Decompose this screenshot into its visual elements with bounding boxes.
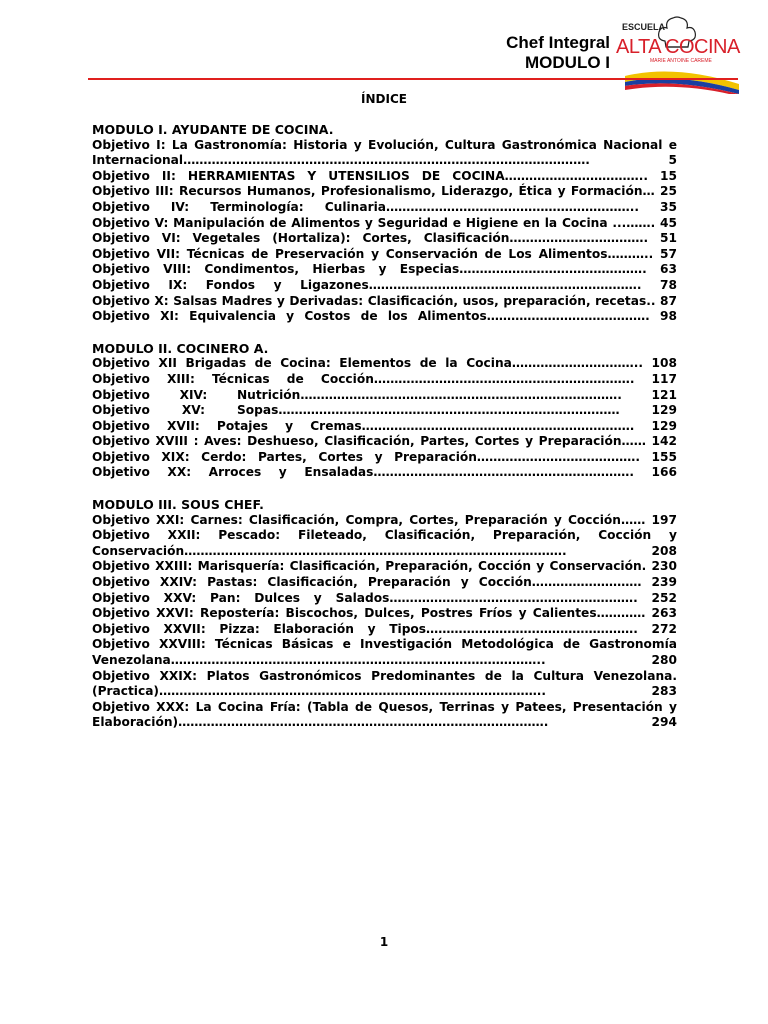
toc-section-module-3 — [92, 497, 677, 731]
toc-entry: Objetivo XIII: Técnicas de Cocción………………………………………………………. 117 — [92, 371, 677, 386]
toc-entry: Objetivo XVIII : Aves: Deshueso, Clasificación, Partes, Cortes y Preparación…… 142 — [92, 434, 677, 449]
toc-entry: Objetivo XXI: Carnes: Clasificación, Compra, Cortes, Preparación y Cocción…… 197 — [92, 512, 677, 527]
toc-entry: Objetivo XXVI: Repostería: Biscochos, Dulces, Postres Fríos y Calientes………… 263 — [92, 606, 677, 621]
toc-entry: (Practica)………………………………………………………………………………….. 283 — [92, 684, 677, 699]
toc-entry: Objetivo XII Brigadas de Cocina: Elementos de la Cocina………………………….. 108 — [92, 356, 677, 371]
toc-entry: Objetivo XXIII: Marisquería: Clasificación, Preparación, Cocción y Conservación. 230 — [92, 559, 677, 574]
toc-entry: Internacional………………………………………………………………………………………. 5 — [92, 153, 677, 168]
toc-entry: Objetivo XVII: Potajes y Cremas…………………………………………………………. 129 — [92, 418, 677, 433]
toc-entry: Objetivo XXV: Pan: Dulces y Salados……………………………………………………. 252 — [92, 590, 677, 605]
toc-entry: Objetivo XXIV: Pastas: Clasificación, Preparación y Cocción……………………… 239 — [92, 575, 677, 590]
section-title: MODULO III. SOUS CHEF. — [92, 497, 264, 513]
toc-entry: Objetivo III: Recursos Humanos, Profesionalismo, Liderazgo, Ética y Formación… 25 — [92, 184, 677, 199]
logo-text-sub: MARIE ANTOINE CAREME — [650, 58, 712, 64]
toc-entry: Objetivo V: Manipulación de Alimentos y Seguridad e Higiene en la Cocina ...……. 45 — [92, 215, 677, 230]
toc-entry: Venezolana……………………………………………………………………………….. 280 — [92, 653, 677, 667]
toc-entry: Objetivo XX: Arroces y Ensaladas………………………………………………………. 166 — [92, 465, 677, 480]
toc-entry: Objetivo XV: Sopas………………………………………………………………………… 129 — [92, 403, 677, 418]
toc-entry: Objetivo XXVIII: Técnicas Básicas e Investigación Metodológica de Gastronomía — [92, 637, 677, 652]
toc-entry: Objetivo I: La Gastronomía: Historia y Evolución, Cultura Gastronómica Nacional e — [92, 137, 677, 152]
toc-entry: Objetivo XXVII: Pizza: Elaboración y Tipos……………………………………………. 272 — [92, 621, 677, 636]
header-rule — [88, 78, 738, 80]
toc-section-module-1 — [92, 122, 677, 325]
toc-entry: Objetivo VI: Vegetales (Hortaliza): Cortes, Clasificación……………………………. 51 — [92, 231, 677, 246]
toc-entry: Elaboración)………………………………………………………………………………. 294 — [92, 715, 677, 730]
toc-entry: Objetivo IV: Terminología: Culinaria…………………………………………………….. 35 — [92, 199, 677, 214]
module-label: MODULO I — [525, 53, 610, 72]
table-of-contents — [92, 122, 677, 747]
logo-text-top: ESCUELA — [622, 22, 666, 32]
toc-entry: Objetivo XXII: Pescado: Fileteado, Clasificación, Preparación, Cocción y — [92, 528, 677, 543]
toc-entry: Objetivo VII: Técnicas de Preservación y Conservación de Los Alimentos……….. 57 — [92, 246, 677, 261]
toc-entry: Objetivo IX: Fondos y Ligazones…………………………………………………………. 78 — [92, 277, 677, 292]
toc-entry: Objetivo II: HERRAMIENTAS Y UTENSILIOS DE COCINA…………………………….. 15 — [92, 168, 677, 183]
page-number: 1 — [379, 935, 389, 949]
section-title: MODULO I. AYUDANTE DE COCINA. — [92, 122, 334, 137]
toc-entry: Objetivo VIII: Condimentos, Hierbas y Especias………………………………………. 63 — [92, 262, 677, 277]
toc-entry: Objetivo X: Salsas Madres y Derivadas: Clasificación, usos, preparación, recetas.. 87 — [92, 293, 677, 308]
toc-entry: Conservación…………………………………………………………………………………. 208 — [92, 543, 677, 558]
toc-section-module-2 — [92, 341, 677, 481]
document-title: Chef Integral — [506, 33, 610, 52]
index-title: ÍNDICE — [361, 92, 407, 106]
toc-entry: Objetivo XXX: La Cocina Fría: (Tabla de Quesos, Terrinas y Patees, Presentación y — [92, 699, 677, 714]
toc-entry: Objetivo XIV: Nutrición……………………………………………………………………. 121 — [92, 387, 677, 402]
toc-entry: Objetivo XIX: Cerdo: Partes, Cortes y Preparación…………………………………. 155 — [92, 449, 677, 464]
section-title: MODULO II. COCINERO A. — [92, 340, 269, 356]
toc-entry: Objetivo XI: Equivalencia y Costos de los Alimentos…………………………………. 98 — [92, 309, 677, 324]
logo-text-main: ALTA COCINA — [616, 36, 740, 58]
toc-entry: Objetivo XXIX: Platos Gastronómicos Predominantes de la Cultura Venezolana. — [92, 668, 677, 683]
